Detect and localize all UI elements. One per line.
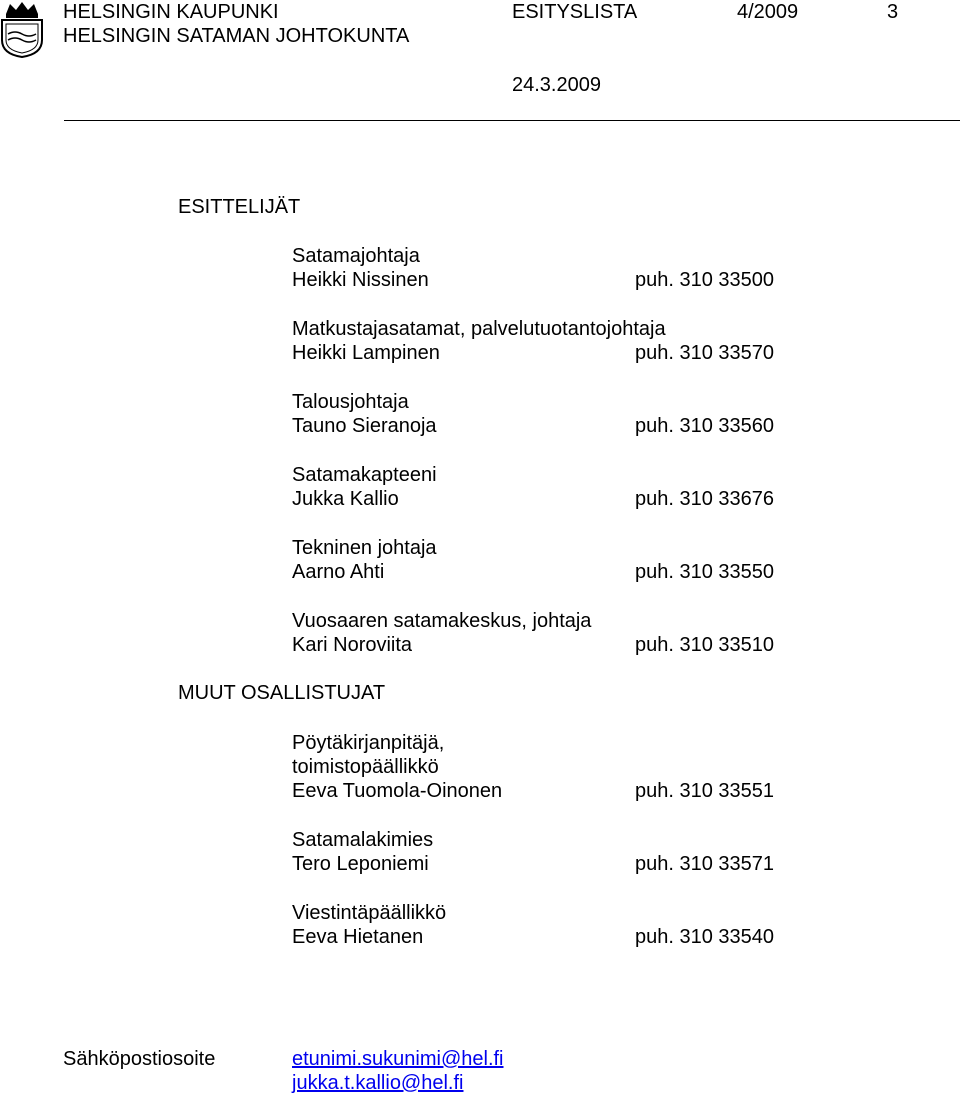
email-label: Sähköpostiosoite <box>63 1048 216 1070</box>
person-role: Talousjohtaja <box>292 391 409 413</box>
doc-date: 24.3.2009 <box>512 74 601 96</box>
person-name: Eeva Tuomola-Oinonen <box>292 780 503 802</box>
person-phone: puh. 310 33510 <box>635 634 775 656</box>
person-name: Eeva Hietanen <box>292 926 424 948</box>
person-name: Kari Noroviita <box>292 634 413 656</box>
person-phone: puh. 310 33571 <box>635 853 775 875</box>
person-role: Pöytäkirjanpitäjä, <box>292 732 445 754</box>
doc-number: 4/2009 <box>737 1 799 23</box>
person-name: Heikki Nissinen <box>292 269 429 291</box>
person-role: Satamalakimies <box>292 829 434 851</box>
person-name: Heikki Lampinen <box>292 342 440 364</box>
person-role: Vuosaaren satamakeskus, johtaja <box>292 610 592 632</box>
person-role: Tekninen johtaja <box>292 537 437 559</box>
person-role: Satamajohtaja <box>292 245 420 267</box>
person-phone: puh. 310 33560 <box>635 415 775 437</box>
person-phone: puh. 310 33500 <box>635 269 775 291</box>
person-role: Matkustajasatamat, palvelutuotantojohtaja <box>292 318 666 340</box>
person-name: Jukka Kallio <box>292 488 399 510</box>
person-role: Viestintäpäällikkö <box>292 902 447 924</box>
person-name: Tero Leponiemi <box>292 853 429 875</box>
page-number: 3 <box>887 1 899 23</box>
header-rule <box>64 120 960 121</box>
person-name: Aarno Ahti <box>292 561 385 583</box>
person-phone: puh. 310 33570 <box>635 342 775 364</box>
person-phone: puh. 310 33540 <box>635 926 775 948</box>
person-name: Tauno Sieranoja <box>292 415 437 437</box>
email-link[interactable]: jukka.t.kallio@hel.fi <box>292 1072 464 1094</box>
person-role-secondary: toimistopäällikkö <box>292 756 439 778</box>
org-subname: HELSINGIN SATAMAN JOHTOKUNTA <box>63 25 410 47</box>
helsinki-crest-logo <box>0 0 44 58</box>
person-phone: puh. 310 33551 <box>635 780 775 802</box>
org-name: HELSINGIN KAUPUNKI <box>63 1 279 23</box>
doc-type: ESITYSLISTA <box>512 1 638 23</box>
person-phone: puh. 310 33676 <box>635 488 775 510</box>
email-link[interactable]: etunimi.sukunimi@hel.fi <box>292 1048 504 1070</box>
person-phone: puh. 310 33550 <box>635 561 775 583</box>
section-title-other-participants: MUUT OSALLISTUJAT <box>178 682 386 704</box>
section-title-presenters: ESITTELIJÄT <box>178 196 301 218</box>
person-role: Satamakapteeni <box>292 464 437 486</box>
